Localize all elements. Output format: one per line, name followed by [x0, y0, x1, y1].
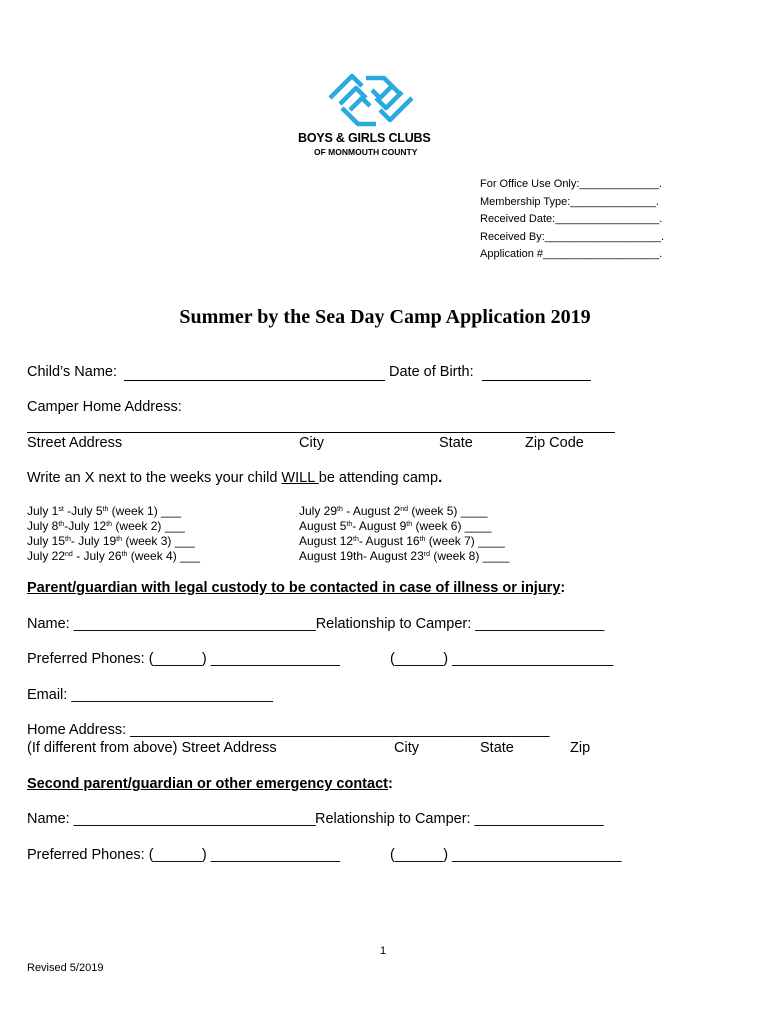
week-2-option[interactable]: July 8th-July 12th (week 2) ___ [27, 519, 185, 533]
parent1-email-field[interactable]: Email: _________________________ [27, 687, 273, 703]
parent2-phone2-field[interactable]: (______) _____________________ [390, 847, 622, 863]
week-1-option[interactable]: July 1st -July 5th (week 1) ___ [27, 504, 182, 518]
city-label: City [299, 435, 324, 451]
week-6-option[interactable]: August 5th- August 9th (week 6) ____ [299, 519, 492, 533]
child-name-field[interactable] [124, 380, 385, 381]
parent1-street-label: (If different from above) Street Address [27, 740, 277, 756]
boys-girls-clubs-logo-icon [326, 70, 416, 132]
parent1-heading: Parent/guardian with legal custody to be contacted in case of illness or injury: [27, 580, 566, 596]
org-subtitle: OF MONMOUTH COUNTY [314, 147, 418, 157]
parent1-state-label: State [480, 740, 514, 756]
dob-label: Date of Birth: [389, 364, 474, 380]
parent1-name-field[interactable]: Name: ______________________________Relationship to Camper: ________________ [27, 616, 605, 632]
page-number: 1 [380, 945, 387, 957]
revised-date: Revised 5/2019 [27, 962, 104, 974]
org-name: BOYS & GIRLS CLUBS [298, 131, 431, 145]
application-number-line: Application #___________________. [480, 248, 663, 260]
membership-type-line: Membership Type:______________. [480, 195, 659, 208]
parent1-city-label: City [394, 740, 419, 756]
dob-field[interactable] [482, 380, 591, 381]
street-address-label: Street Address [27, 435, 123, 451]
received-by-line: Received By:___________________. [480, 230, 665, 243]
parent1-phone-field[interactable]: Preferred Phones: (______) ________________ [27, 651, 340, 667]
parent2-relationship-field[interactable]: Relationship to Camper: ________________ [315, 811, 604, 827]
weeks-instruction: Write an X next to the weeks your child WILL be attending camp. [27, 470, 443, 486]
zip-code-label: Zip Code [525, 435, 584, 451]
state-label: State [439, 435, 473, 451]
office-use-line: For Office Use Only:_____________. [480, 178, 663, 190]
week-3-option[interactable]: July 15th- July 19th (week 3) ___ [27, 534, 195, 548]
parent1-phone2-field[interactable]: (______) ____________________ [390, 651, 614, 667]
received-date-line: Received Date:_________________. [480, 213, 663, 225]
parent2-name-field[interactable]: Name: ______________________________ [27, 811, 316, 827]
camper-address-label: Camper Home Address: [27, 399, 182, 415]
week-4-option[interactable]: July 22nd - July 26th (week 4) ___ [27, 549, 201, 563]
week-8-option[interactable]: August 19th- August 23rd (week 8) ____ [299, 549, 510, 563]
page-title: Summer by the Sea Day Camp Application 2019 [179, 306, 591, 328]
parent1-zip-label: Zip [570, 740, 591, 756]
parent2-heading: Second parent/guardian or other emergency contact: [27, 776, 393, 792]
week-7-option[interactable]: August 12th- August 16th (week 7) ____ [299, 534, 505, 548]
child-name-label: Child’s Name: [27, 364, 117, 380]
camper-address-field[interactable] [27, 432, 615, 433]
parent2-phone-field[interactable]: Preferred Phones: (______) ________________ [27, 847, 340, 863]
week-5-option[interactable]: July 29th - August 2nd (week 5) ____ [299, 504, 488, 518]
parent1-home-address-field[interactable]: Home Address: ____________________________________________________ [27, 722, 550, 738]
